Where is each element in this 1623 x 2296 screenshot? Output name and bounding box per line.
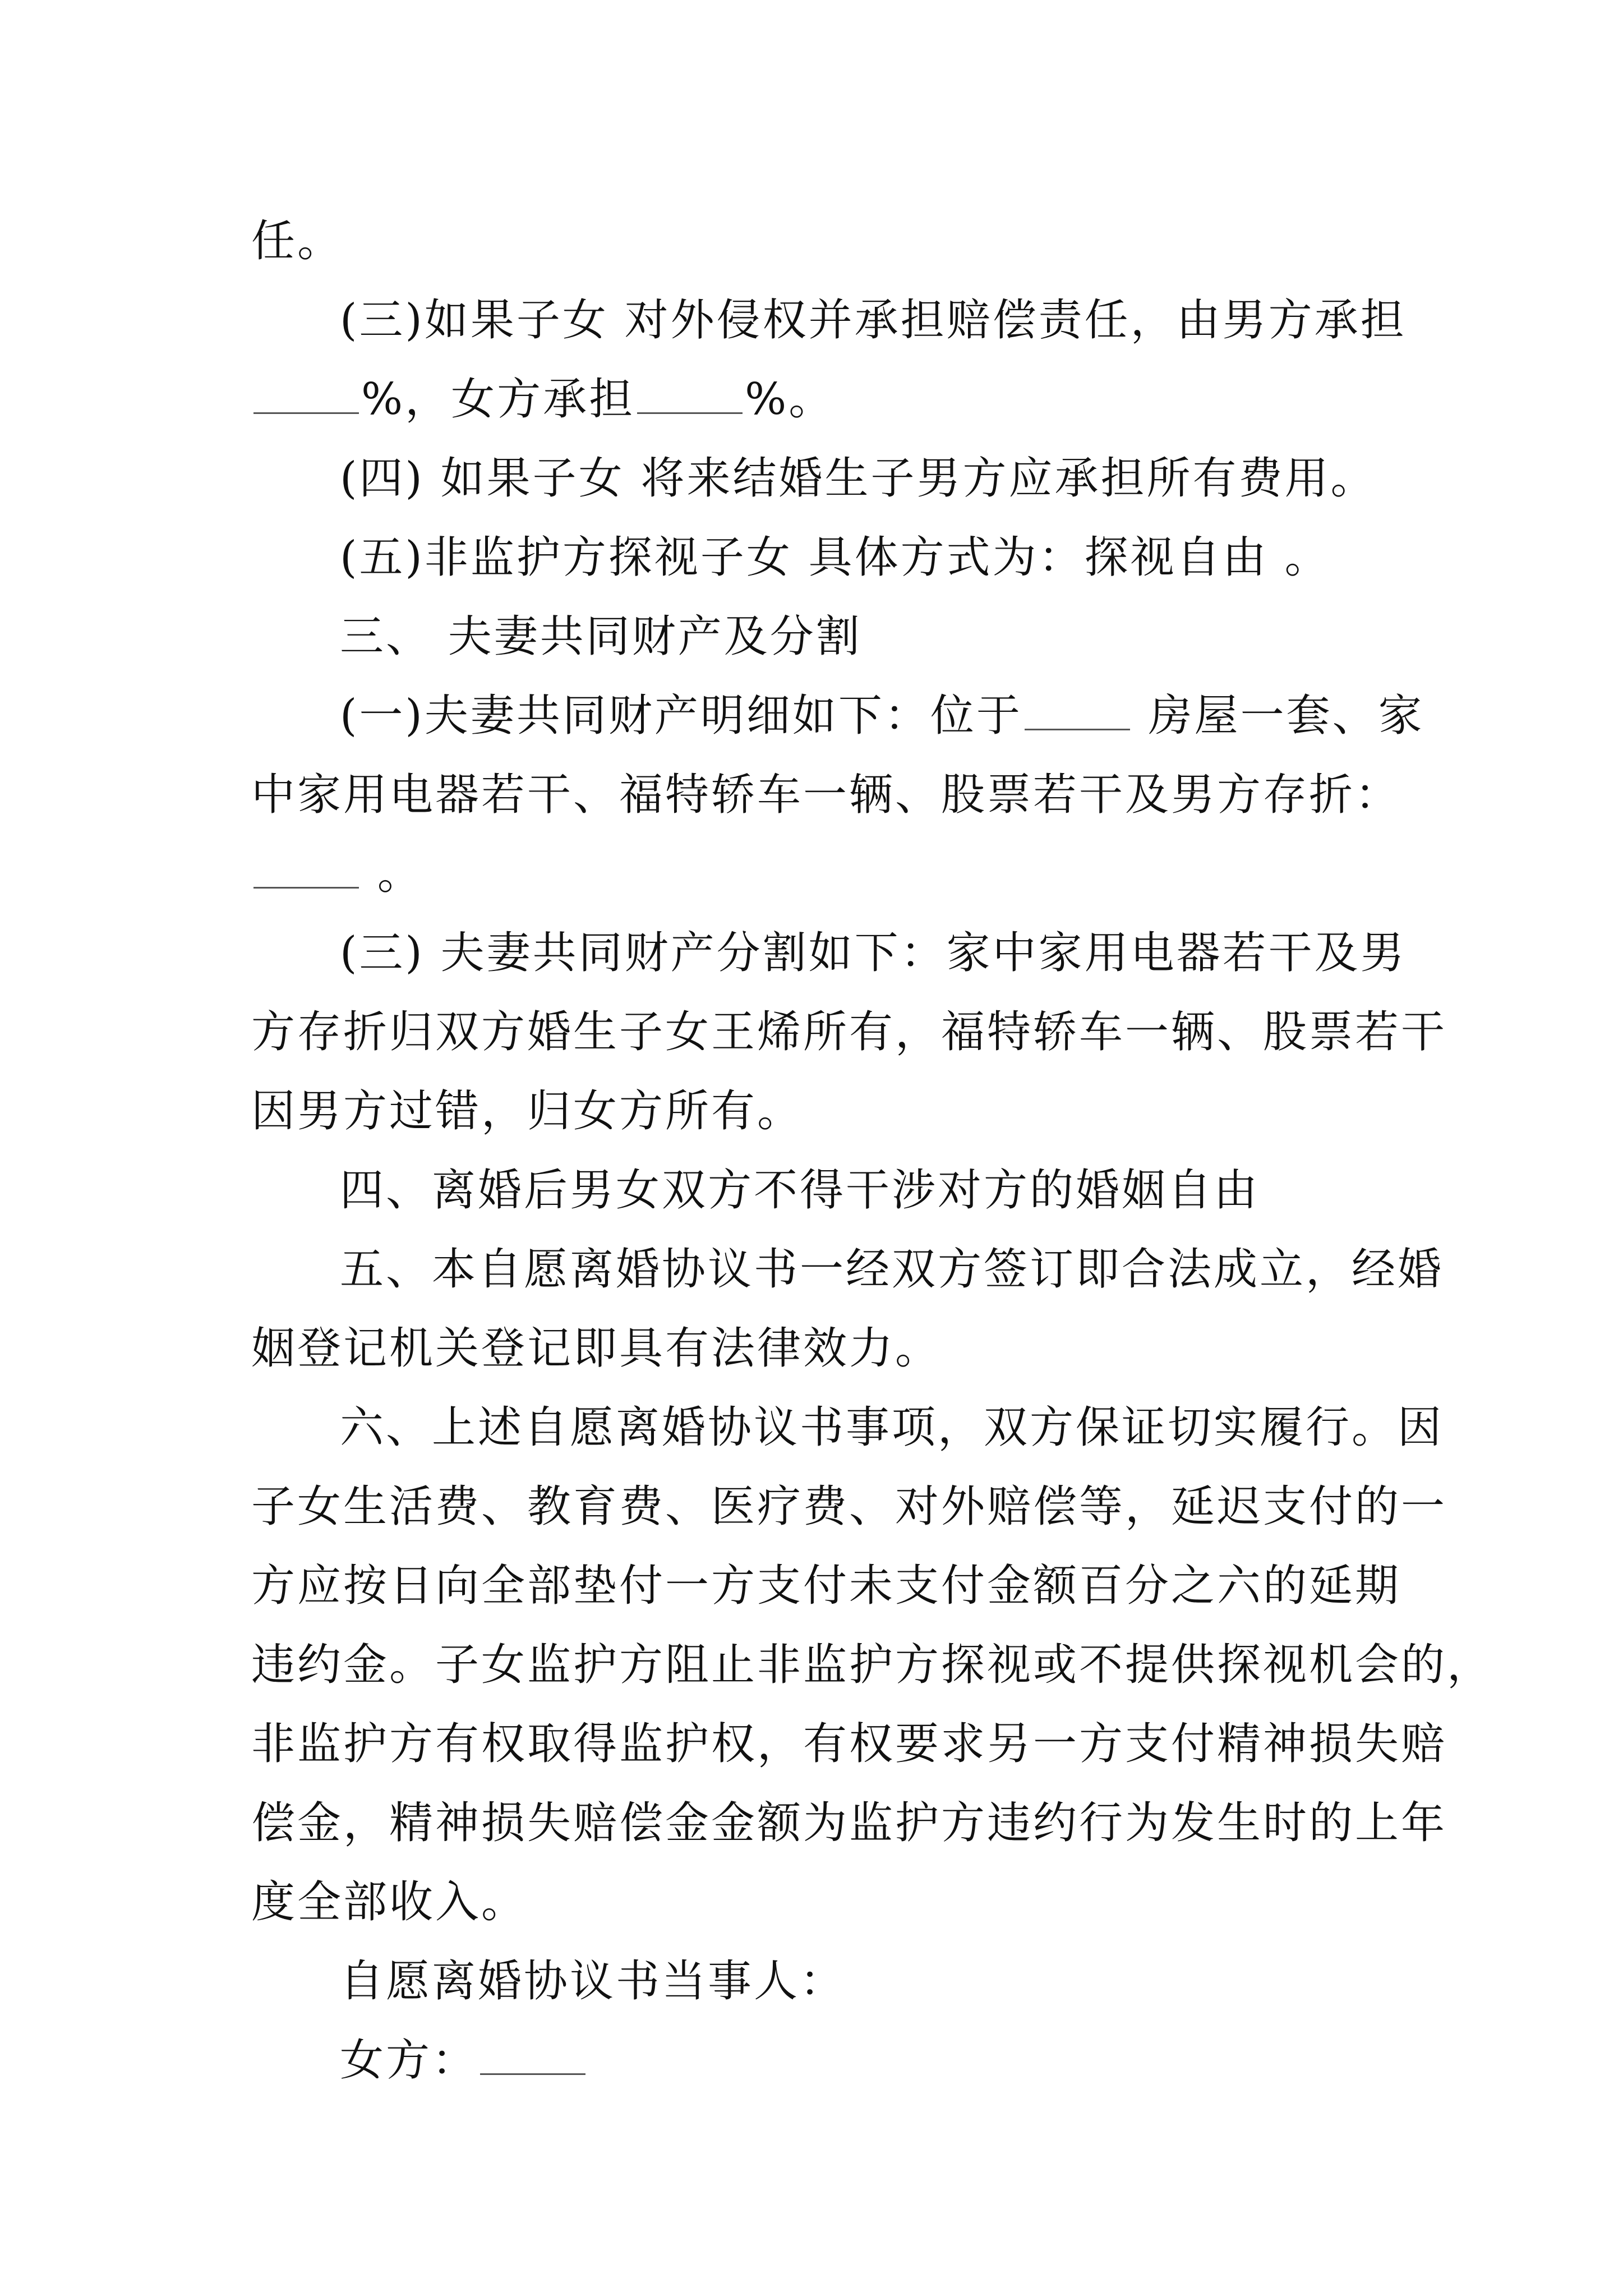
text-line: 方应按日向全部垫付一方支付未支付金额百分之六的延期 — [251, 1561, 1401, 1611]
blank-field — [1025, 695, 1130, 730]
text-fragment: 女方： — [340, 2035, 478, 2086]
text-line: 子女生活费、教育费、医疗费、对外赔偿等，延迟支付的一 — [251, 1481, 1447, 1532]
text-line: (五)非监护方探视子女 具体方式为：探视自由 。 — [340, 532, 1331, 583]
signature-heading: 自愿离婚协议书当事人： — [340, 1956, 846, 2007]
text-line: 方存折归双方婚生子女王烯所有，福特轿车一辆、股票若干 — [251, 1007, 1447, 1057]
text-line: 任。 — [251, 216, 344, 266]
blank-field — [637, 379, 743, 414]
text-line: 六、上述自愿离婚协议书事项，双方保证切实履行。因 — [340, 1402, 1444, 1453]
blank-field — [253, 853, 359, 889]
text-line: (三) 夫妻共同财产分割如下：家中家用电器若干及男 — [340, 928, 1407, 978]
text-line: 度全部收入。 — [251, 1877, 528, 1927]
text-line: 中家用电器若干、福特轿车一辆、股票若干及男方存折： — [251, 770, 1401, 820]
text-fragment: %，女方承担 — [361, 374, 635, 425]
text-line: (三)如果子女 对外侵权并承担赔偿责任，由男方承担 — [340, 295, 1407, 346]
agreement-text — [251, 202, 1493, 2100]
text-fragment: %。 — [745, 374, 835, 425]
text-line: 四、离婚后男女双方不得干涉对方的婚姻自由 — [340, 1165, 1260, 1216]
text-fragment: 房屋一套、家 — [1132, 691, 1424, 741]
text-line — [251, 835, 1391, 914]
text-line — [251, 677, 1424, 756]
text-fragment: 。 — [361, 849, 423, 899]
text-fragment: (一)夫妻共同财产明细如下：位于 — [340, 691, 1022, 741]
text-line: 违约金。子女监护方阻止非监护方探视或不提供探视机会的， — [251, 1640, 1493, 1690]
text-line: 因男方过错，归女方所有。 — [251, 1086, 804, 1137]
section-heading: 三、 夫妻共同财产及分割 — [340, 611, 862, 662]
text-line: 偿金，精神损失赔偿金金额为监护方违约行为发生时的上年 — [251, 1798, 1447, 1848]
text-line: 姻登记机关登记即具有法律效力。 — [251, 1323, 942, 1374]
signature-line-female — [251, 2021, 1391, 2100]
signature-blank — [480, 2040, 585, 2075]
text-line — [251, 360, 1391, 439]
text-line: 非监护方有权取得监护权，有权要求另一方支付精神损失赔 — [251, 1719, 1447, 1769]
text-line: (四) 如果子女 将来结婚生子男方应承担所有费用。 — [340, 453, 1377, 504]
text-line: 五、本自愿离婚协议书一经双方签订即合法成立，经婚 — [340, 1244, 1444, 1295]
blank-field — [253, 379, 359, 414]
